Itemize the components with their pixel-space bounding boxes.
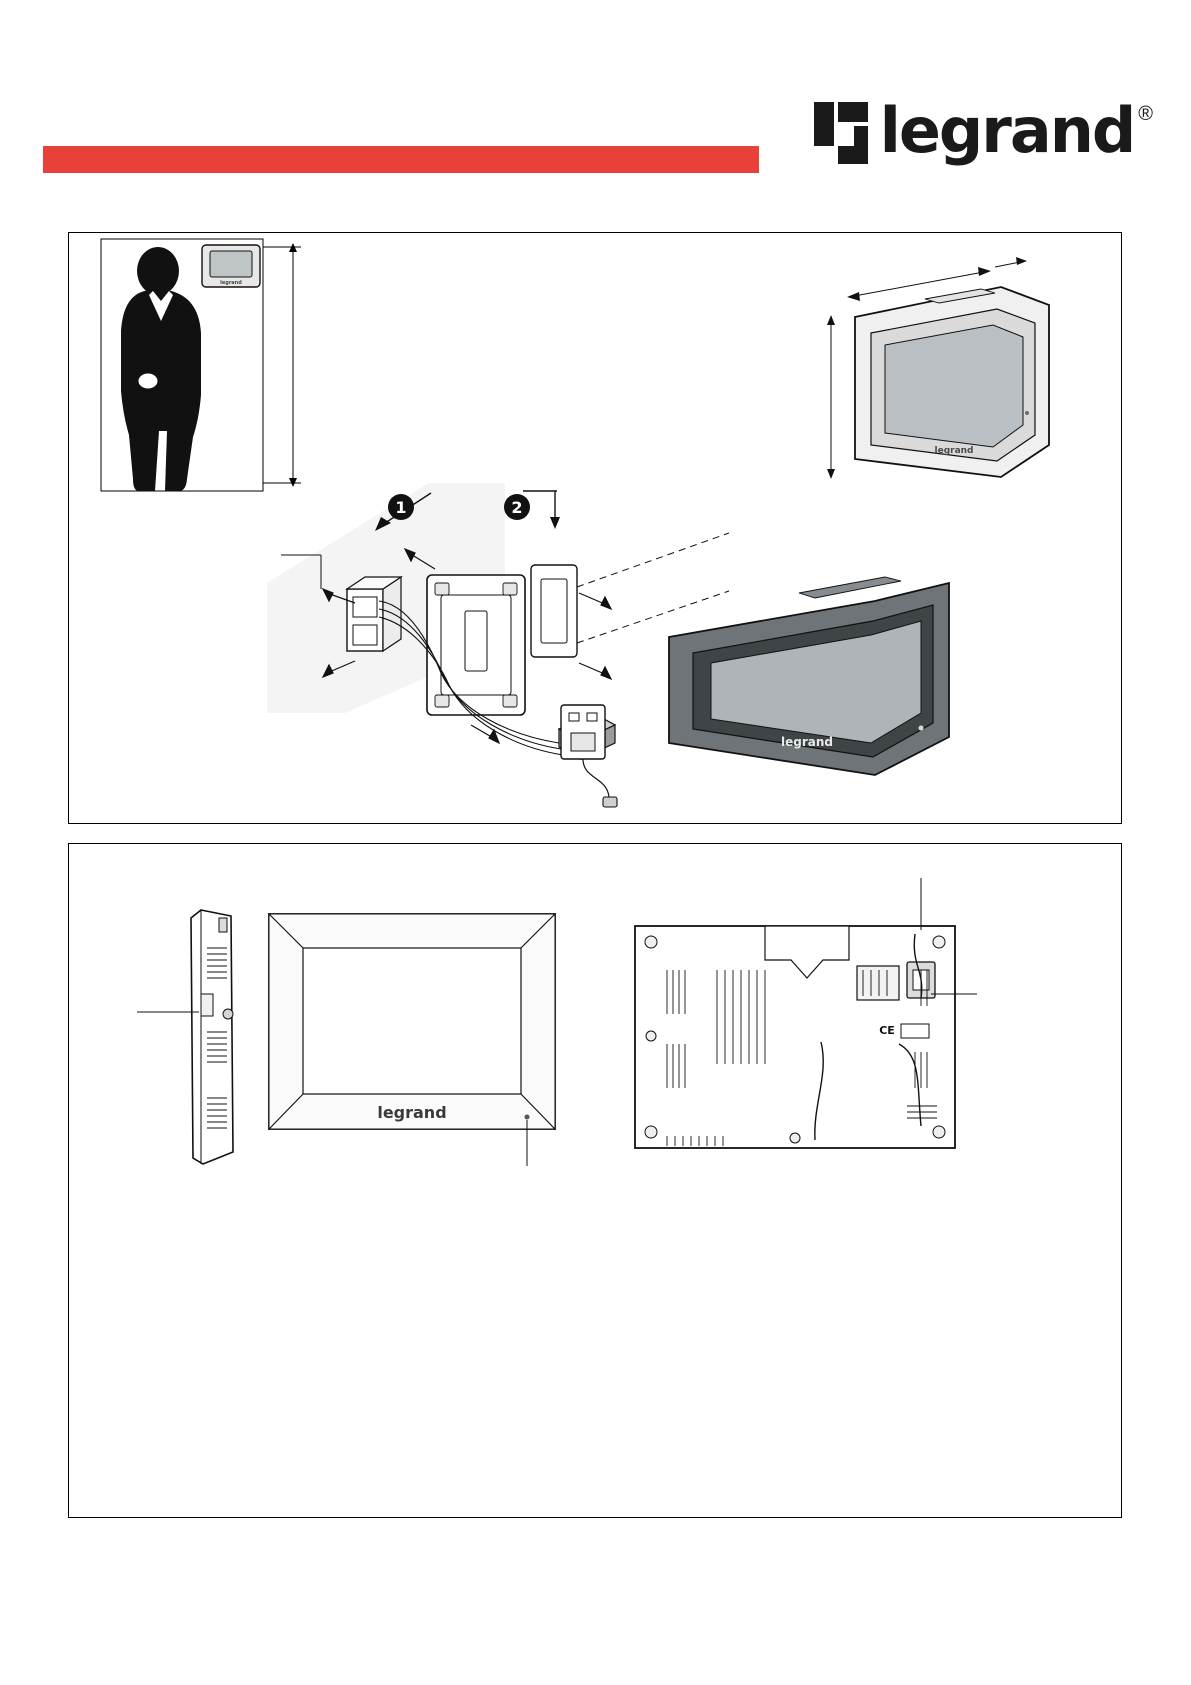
rear-view-figure (625, 874, 985, 1204)
step-1-marker (388, 494, 414, 520)
page-header (0, 0, 1191, 215)
bracket-clip-icon (531, 565, 577, 657)
monitor-front-figure (649, 553, 1069, 813)
product-views-diagram (68, 843, 1122, 1518)
brand-name: legrand (879, 94, 1135, 167)
brand-logo (814, 94, 1153, 167)
front-view-figure (259, 904, 579, 1184)
wall-bracket-icon (427, 575, 525, 715)
installation-diagram (68, 232, 1122, 824)
svg-text:legrand: legrand (934, 446, 974, 456)
ce-mark-label: CE (879, 1024, 895, 1037)
svg-text:legrand: legrand (220, 280, 242, 286)
monitor-icon (855, 287, 1049, 477)
legrand-logo-icon (814, 102, 868, 164)
svg-text:2: 2 (511, 498, 523, 517)
monitor-angled-figure (749, 253, 1109, 553)
device-brand-label: legrand (377, 1103, 447, 1122)
header-red-bar (43, 146, 759, 173)
step-2-marker (504, 494, 530, 520)
svg-text:1: 1 (395, 498, 407, 517)
registered-mark: ® (1138, 103, 1153, 125)
monitor-icon (669, 577, 949, 775)
device-brand-label: legrand (781, 735, 833, 749)
person-silhouette-icon (121, 247, 201, 491)
monitor-icon (202, 245, 260, 287)
